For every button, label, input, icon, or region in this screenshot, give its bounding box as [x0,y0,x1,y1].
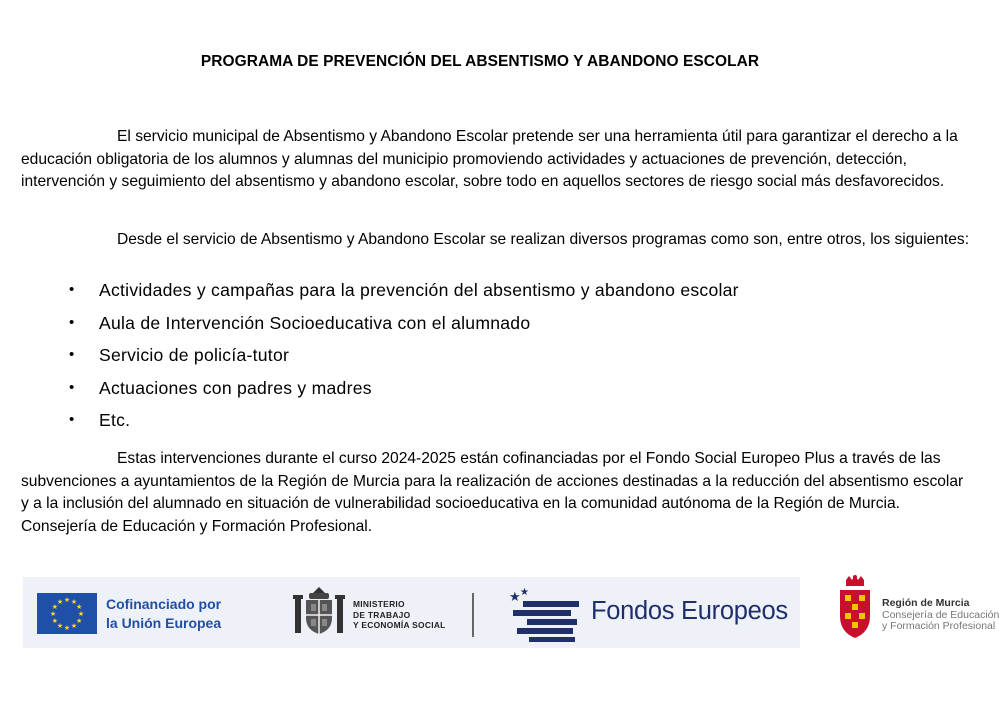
intro-paragraph [21,126,971,194]
bullet-icon: • [69,411,75,428]
list-item-text: Actividades y campañas para la prevención del absentismo y abandono escolar [99,280,739,300]
bullet-icon: • [69,313,75,331]
fondos-europeos-label: Fondos Europeos [591,597,788,625]
eu-star-icon: ★ [75,617,83,625]
bullet-icon: • [69,378,75,396]
eu-line-2: la Unión Europea [106,615,222,631]
divider [472,593,474,637]
region-murcia-crest-icon [836,574,874,644]
funding-paragraph-text: Estas intervenciones durante el curso 2024-2025 están cofinanciadas por el Fondo Social Europeo Plus a través de las subvenciones a ayuntamientos de la Región de Murcia para la realización de acciones destinadas a la reducción del absentismo escolar y a la inclusión del alumnado en situación de vulnerabilidad socioeducativa en la comunidad autónoma de la Región de Murcia. Consejería de Educación y Formación Profesional. [21,450,964,535]
eu-flag-icon [37,593,97,634]
murcia-line-1: Región de Murcia [882,597,970,609]
bullet-icon: • [69,281,75,298]
ministry-line-1: MINISTERIO [353,599,405,609]
intro-paragraph-text: El servicio municipal de Absentismo y Abandono Escolar pretende ser una herramienta útil para garantizar el derecho a la educación obligatoria de los alumnos y alumnas del municipio promoviendo actividades y actuaciones de prevención, detección, intervención y seguimiento del absentismo y abandono escolar, sobre todo en aquellos sectores de riesgo social más desfavorecidos. [21,128,958,191]
funding-logos-banner [23,577,800,648]
programs-intro-text: Desde el servicio de Absentismo y Abandono Escolar se realizan diversos programas como son, entre otros, los siguientes: [117,231,970,248]
spain-coat-of-arms-icon [291,585,347,641]
list-item-text: Actuaciones con padres y madres [99,377,372,398]
funding-paragraph [21,448,971,538]
eu-star-icon: ★ [63,596,71,604]
svg-text:★: ★ [520,587,529,598]
svg-text:★: ★ [509,590,521,605]
region-murcia-label [882,598,999,633]
ministry-line-3: Y ECONOMÍA SOCIAL [353,620,446,630]
eu-star-icon: ★ [56,597,64,606]
bullet-icon: • [69,346,75,363]
eu-star-icon: ★ [75,603,83,611]
eu-star-icon: ★ [77,610,85,618]
eu-line-1: Cofinanciado por [106,596,222,612]
ministry-label [353,599,446,631]
eu-cofinanced-label [106,595,221,633]
eu-star-icon: ★ [51,617,59,625]
ministry-line-2: DE TRABAJO [353,609,411,620]
document-title: PROGRAMA DE PREVENCIÓN DEL ABSENTISMO Y ABANDONO ESCOLAR [200,53,760,70]
murcia-line-2: Consejería de Educación [882,608,999,621]
eu-star-icon: ★ [49,610,57,618]
fondos-europeos-mark-icon [503,587,583,643]
eu-star-icon: ★ [51,603,59,611]
eu-star-icon: ★ [70,597,78,606]
list-item-text: Servicio de policía-tutor [99,345,290,365]
murcia-line-3: y Formación Profesional [882,620,996,632]
programs-intro-paragraph [21,229,971,252]
eu-star-icon: ★ [70,622,78,631]
list-item-text: Etc. [99,410,131,430]
eu-star-icon: ★ [63,624,71,632]
list-item-text: Aula de Intervención Socioeducativa con el alumnado [99,312,531,333]
eu-star-icon: ★ [56,622,64,631]
